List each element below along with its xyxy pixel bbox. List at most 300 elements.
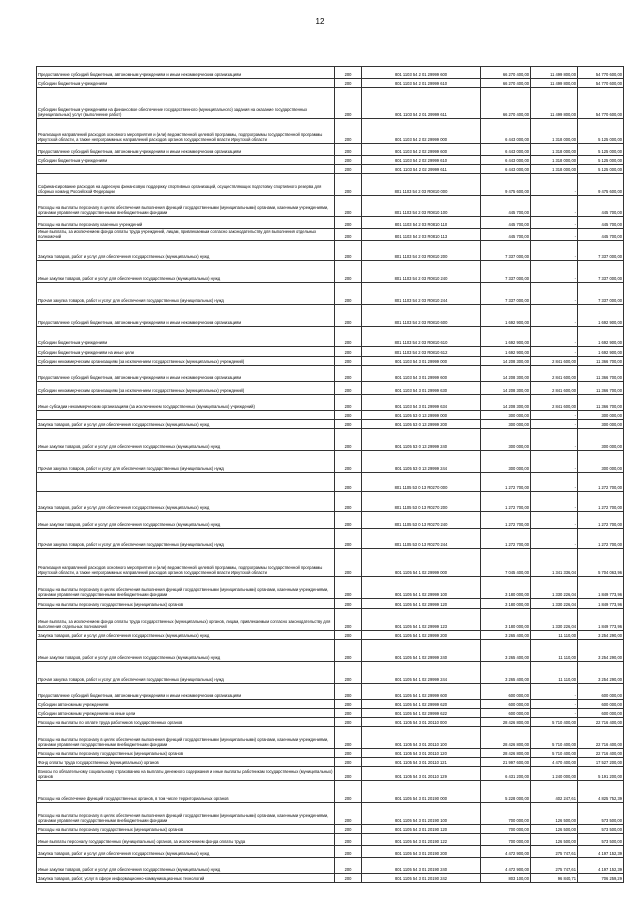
budget-classification-code-cell: 801 1103 54 2 01 29999 611 xyxy=(362,88,481,119)
unexecuted-amount-cell: 600 000,00 xyxy=(578,684,624,700)
approved-amount-cell: 300 000,00 xyxy=(481,420,531,429)
expense-name-cell: Закупка товаров, работ и услуг для обеспечения государственных (муниципальных) нужд xyxy=(37,420,335,429)
executed-amount-cell: 1 330 226,04 xyxy=(531,599,578,609)
expense-name-cell: Фонд оплаты труда государственных (муниципальных) органов xyxy=(37,758,335,767)
executed-amount-cell: - xyxy=(531,305,578,327)
admin-code-cell: 200 xyxy=(335,261,362,283)
admin-code-cell: 200 xyxy=(335,305,362,327)
unexecuted-amount-cell: 1 272 700,00 xyxy=(578,473,624,492)
approved-amount-cell: 3 180 000,00 xyxy=(481,609,531,631)
approved-amount-cell: 6 443 000,00 xyxy=(481,144,531,156)
executed-amount-cell: 11 499 800,00 xyxy=(531,79,578,88)
executed-amount-cell: 1 330 226,04 xyxy=(531,609,578,631)
executed-amount-cell: - xyxy=(531,283,578,305)
admin-code-cell: 200 xyxy=(335,803,362,825)
executed-amount-cell: 11 110,00 xyxy=(531,662,578,684)
budget-classification-code-cell: 801 1103 54 3 01 29999 000 xyxy=(362,357,481,366)
expense-name-cell: Расходы на выплаты персоналу в целях обеспечения выполнения функций государственными (муниципальными) органами, казенными учреждениями, органами управления государственными внебюджетными фондами xyxy=(37,803,335,825)
executed-amount-cell: 275 747,61 xyxy=(531,846,578,858)
expense-name-cell xyxy=(37,473,335,492)
table-row xyxy=(37,758,624,767)
budget-classification-code-cell: 801 1103 54 2 02 29999 600 xyxy=(362,144,481,156)
table-row xyxy=(37,874,624,883)
unexecuted-amount-cell: 11 366 700,00 xyxy=(578,357,624,366)
budget-classification-code-cell: 801 1105 54 3 01 20110 100 xyxy=(362,727,481,749)
executed-amount-cell: 126 500,00 xyxy=(531,825,578,834)
approved-amount-cell: 66 270 400,00 xyxy=(481,88,531,119)
approved-amount-cell: 300 000,00 xyxy=(481,429,531,451)
admin-code-cell: 200 xyxy=(335,229,362,241)
table-row xyxy=(37,858,624,874)
unexecuted-amount-cell: 3 254 290,00 xyxy=(578,640,624,662)
executed-amount-cell: - xyxy=(531,327,578,347)
unexecuted-amount-cell: 300 000,00 xyxy=(578,420,624,429)
expense-name-cell: Расходы на выплаты персоналу казенных учреждений xyxy=(37,217,335,229)
table-row xyxy=(37,79,624,88)
expense-name-cell: Субсидии бюджетным учреждениям xyxy=(37,156,335,165)
expense-name-cell: Предоставление субсидий бюджетным, автономным учреждениям и иным некоммерческим организациям xyxy=(37,144,335,156)
approved-amount-cell: 1 272 700,00 xyxy=(481,492,531,512)
budget-classification-code-cell: 801 1105 54 1 02 29999 100 xyxy=(362,577,481,599)
executed-amount-cell: 2 841 600,00 xyxy=(531,395,578,411)
executed-amount-cell: 1 318 000,00 xyxy=(531,119,578,144)
executed-amount-cell: - xyxy=(531,451,578,473)
page-number: 12 xyxy=(315,17,325,26)
approved-amount-cell: 445 700,00 xyxy=(481,217,531,229)
expense-name-cell: Закупка товаров, работ и услуг для обеспечения государственных (муниципальных) нужд xyxy=(37,846,335,858)
executed-amount-cell: - xyxy=(531,241,578,261)
budget-classification-code-cell: 801 1105 54 3 01 20190 000 xyxy=(362,781,481,803)
expense-name-cell: Иные выплаты, за исключением фонда оплаты труда учреждений, лицам, привлекаемым согласно законодательству для выполнения отдельных полномочий xyxy=(37,229,335,241)
admin-code-cell: 200 xyxy=(335,874,362,883)
table-row xyxy=(37,174,624,196)
expense-name-cell: Расходы на выплаты персоналу государственных (муниципальных) органов xyxy=(37,749,335,758)
admin-code-cell: 200 xyxy=(335,684,362,700)
expense-name-cell: Предоставление субсидий бюджетным, автономным учреждениям и иным некоммерческим организациям xyxy=(37,366,335,382)
expense-name-cell: Прочая закупка товаров, работ и услуг для обеспечения государственных (муниципальных) нужд xyxy=(37,529,335,549)
budget-classification-code-cell: 801 1103 54 2 03 R0810 100 xyxy=(362,196,481,217)
expense-name-cell: Закупка товаров, работ, услуг в сфере информационно-коммуникационных технологий xyxy=(37,874,335,883)
budget-classification-code-cell: 801 1103 54 2 02 29999 611 xyxy=(362,165,481,174)
table-row xyxy=(37,803,624,825)
approved-amount-cell: 21 997 600,00 xyxy=(481,758,531,767)
table-row xyxy=(37,366,624,382)
table-row xyxy=(37,217,624,229)
table-row xyxy=(37,327,624,347)
expense-name-cell: Иные закупки товаров, работ и услуг для обеспечения государственных (муниципальных) нужд xyxy=(37,512,335,529)
expense-name-cell: Иные закупки товаров, работ и услуг для обеспечения государственных (муниципальных) нужд xyxy=(37,261,335,283)
approved-amount-cell: 6 443 000,00 xyxy=(481,165,531,174)
admin-code-cell: 200 xyxy=(335,781,362,803)
approved-amount-cell: 3 265 400,00 xyxy=(481,640,531,662)
budget-classification-code-cell: 801 1105 54 3 01 20110 000 xyxy=(362,718,481,727)
executed-amount-cell: - xyxy=(531,411,578,420)
approved-amount-cell: 3 180 000,00 xyxy=(481,577,531,599)
table-body xyxy=(37,67,624,883)
table-row xyxy=(37,549,624,577)
executed-amount-cell: 5 710 400,00 xyxy=(531,727,578,749)
admin-code-cell: 200 xyxy=(335,67,362,79)
approved-amount-cell: 28 426 800,00 xyxy=(481,727,531,749)
budget-classification-code-cell: 801 1105 53 0 13 R0270 244 xyxy=(362,529,481,549)
table-row xyxy=(37,88,624,119)
unexecuted-amount-cell: 5 125 000,00 xyxy=(578,119,624,144)
admin-code-cell: 200 xyxy=(335,700,362,709)
expense-name-cell: Иные субсидии некоммерческим организациям (за исключением государственных (муниципальных) учреждений) xyxy=(37,395,335,411)
approved-amount-cell: 14 208 300,00 xyxy=(481,357,531,366)
table-row xyxy=(37,529,624,549)
unexecuted-amount-cell: 22 716 400,00 xyxy=(578,727,624,749)
executed-amount-cell: 11 499 800,00 xyxy=(531,67,578,79)
table-row xyxy=(37,420,624,429)
approved-amount-cell: 803 100,00 xyxy=(481,874,531,883)
approved-amount-cell: 300 000,00 xyxy=(481,451,531,473)
unexecuted-amount-cell: 54 770 600,00 xyxy=(578,67,624,79)
admin-code-cell: 200 xyxy=(335,727,362,749)
admin-code-cell: 200 xyxy=(335,357,362,366)
unexecuted-amount-cell: 1 692 900,00 xyxy=(578,327,624,347)
expense-name-cell: Расходы на выплаты персоналу государственных (муниципальных) органов xyxy=(37,825,335,834)
budget-classification-code-cell: 801 1105 54 3 01 20190 122 xyxy=(362,834,481,846)
admin-code-cell: 200 xyxy=(335,662,362,684)
approved-amount-cell: 66 270 400,00 xyxy=(481,79,531,88)
admin-code-cell: 200 xyxy=(335,79,362,88)
budget-classification-code-cell: 801 1103 54 2 03 R0810 240 xyxy=(362,261,481,283)
executed-amount-cell: - xyxy=(531,512,578,529)
approved-amount-cell: 9 475 600,00 xyxy=(481,174,531,196)
approved-amount-cell: 4 472 900,00 xyxy=(481,858,531,874)
budget-classification-code-cell: 801 1105 54 1 02 29999 200 xyxy=(362,631,481,640)
table-row xyxy=(37,709,624,718)
expense-name-cell: Субсидии некоммерческим организациям (за исключением государственных (муниципальных) учреждений) xyxy=(37,382,335,395)
unexecuted-amount-cell: 3 254 290,00 xyxy=(578,631,624,640)
admin-code-cell: 200 xyxy=(335,411,362,420)
executed-amount-cell: 2 841 600,00 xyxy=(531,366,578,382)
budget-classification-code-cell: 801 1105 54 1 02 29999 000 xyxy=(362,549,481,577)
approved-amount-cell: 5 228 000,00 xyxy=(481,781,531,803)
budget-classification-code-cell: 801 1105 53 0 13 29999 000 xyxy=(362,411,481,420)
table-row xyxy=(37,229,624,241)
expense-name-cell: Иные выплаты, за исключением фонда оплаты труда государственных (муниципальных) органов, лицам, привлекаемым согласно законодательству для выполнения отдельных полномочий xyxy=(37,609,335,631)
executed-amount-cell: - xyxy=(531,420,578,429)
budget-classification-code-cell: 801 1105 54 3 01 20110 121 xyxy=(362,758,481,767)
executed-amount-cell: 96 840,71 xyxy=(531,874,578,883)
executed-amount-cell: - xyxy=(531,429,578,451)
admin-code-cell: 200 xyxy=(335,217,362,229)
executed-amount-cell: - xyxy=(531,174,578,196)
table-row xyxy=(37,347,624,357)
table-row xyxy=(37,834,624,846)
approved-amount-cell: 600 000,00 xyxy=(481,684,531,700)
admin-code-cell: 200 xyxy=(335,846,362,858)
expense-name-cell xyxy=(37,411,335,420)
unexecuted-amount-cell: 1 272 700,00 xyxy=(578,512,624,529)
executed-amount-cell: 11 110,00 xyxy=(531,631,578,640)
budget-classification-code-cell: 801 1103 54 2 01 29999 600 xyxy=(362,67,481,79)
executed-amount-cell: 1 318 000,00 xyxy=(531,165,578,174)
executed-amount-cell: 2 841 600,00 xyxy=(531,382,578,395)
unexecuted-amount-cell: 5 191 200,00 xyxy=(578,767,624,781)
table-row xyxy=(37,382,624,395)
executed-amount-cell: 402 247,61 xyxy=(531,781,578,803)
unexecuted-amount-cell: 4 825 752,39 xyxy=(578,781,624,803)
executed-amount-cell: 5 710 400,00 xyxy=(531,749,578,758)
budget-classification-code-cell: 801 1105 54 1 02 29999 622 xyxy=(362,709,481,718)
budget-classification-code-cell: 801 1105 54 3 01 20190 100 xyxy=(362,803,481,825)
admin-code-cell: 200 xyxy=(335,549,362,577)
table-row xyxy=(37,846,624,858)
executed-amount-cell: 5 710 400,00 xyxy=(531,718,578,727)
budget-classification-code-cell: 801 1103 54 2 03 R0810 000 xyxy=(362,174,481,196)
budget-execution-table xyxy=(36,66,624,883)
executed-amount-cell: - xyxy=(531,229,578,241)
approved-amount-cell: 300 000,00 xyxy=(481,411,531,420)
unexecuted-amount-cell: 1 849 773,96 xyxy=(578,609,624,631)
admin-code-cell: 200 xyxy=(335,825,362,834)
admin-code-cell: 200 xyxy=(335,718,362,727)
executed-amount-cell: 126 500,00 xyxy=(531,834,578,846)
budget-classification-code-cell: 801 1105 53 0 13 29999 240 xyxy=(362,429,481,451)
unexecuted-amount-cell: 445 700,00 xyxy=(578,196,624,217)
executed-amount-cell: 2 841 600,00 xyxy=(531,357,578,366)
expense-name-cell: Расходы на выплаты персоналу в целях обеспечения выполнения функций государственными (муниципальными) органами, казенными учреждениями, органами управления государственными внебюджетными фондами xyxy=(37,727,335,749)
expense-name-cell: Предоставление субсидий бюджетным, автономным учреждениям и иным некоммерческим организациям xyxy=(37,684,335,700)
admin-code-cell: 200 xyxy=(335,758,362,767)
budget-classification-code-cell: 801 1103 54 2 01 29999 610 xyxy=(362,79,481,88)
budget-classification-code-cell: 801 1105 54 1 02 29999 123 xyxy=(362,609,481,631)
expense-name-cell: Взносы по обязательному социальному страхованию на выплаты денежного содержания и иные выплаты работникам государственных (муниципальных) органов xyxy=(37,767,335,781)
expense-name-cell: Прочая закупка товаров, работ и услуг для обеспечения государственных (муниципальных) нужд xyxy=(37,451,335,473)
unexecuted-amount-cell: 22 716 400,00 xyxy=(578,718,624,727)
approved-amount-cell: 700 000,00 xyxy=(481,834,531,846)
executed-amount-cell: - xyxy=(531,700,578,709)
expense-name-cell: Прочая закупка товаров, работ и услуг для обеспечения государственных (муниципальных) нужд xyxy=(37,283,335,305)
unexecuted-amount-cell: 11 366 700,00 xyxy=(578,395,624,411)
unexecuted-amount-cell: 3 254 290,00 xyxy=(578,662,624,684)
table-row xyxy=(37,119,624,144)
unexecuted-amount-cell: 573 500,00 xyxy=(578,825,624,834)
unexecuted-amount-cell: 7 337 000,00 xyxy=(578,241,624,261)
approved-amount-cell: 6 431 200,00 xyxy=(481,767,531,781)
approved-amount-cell: 14 208 300,00 xyxy=(481,366,531,382)
approved-amount-cell: 7 337 000,00 xyxy=(481,261,531,283)
admin-code-cell: 200 xyxy=(335,473,362,492)
unexecuted-amount-cell: 600 000,00 xyxy=(578,700,624,709)
approved-amount-cell: 600 000,00 xyxy=(481,700,531,709)
table-row xyxy=(37,749,624,758)
unexecuted-amount-cell: 54 770 600,00 xyxy=(578,88,624,119)
expense-name-cell: Иные закупки товаров, работ и услуг для обеспечения государственных (муниципальных) нужд xyxy=(37,858,335,874)
table-row xyxy=(37,577,624,599)
expense-name-cell: Субсидии бюджетным учреждениям xyxy=(37,79,335,88)
expense-name-cell: Прочая закупка товаров, работ и услуг для обеспечения государственных (муниципальных) нужд xyxy=(37,662,335,684)
executed-amount-cell: - xyxy=(531,473,578,492)
unexecuted-amount-cell: 445 700,00 xyxy=(578,217,624,229)
approved-amount-cell: 28 426 800,00 xyxy=(481,749,531,758)
approved-amount-cell: 700 000,00 xyxy=(481,825,531,834)
admin-code-cell: 200 xyxy=(335,395,362,411)
budget-classification-code-cell: 801 1103 54 2 03 R0810 110 xyxy=(362,217,481,229)
approved-amount-cell: 3 265 400,00 xyxy=(481,662,531,684)
budget-classification-code-cell: 801 1105 54 3 01 20190 240 xyxy=(362,858,481,874)
admin-code-cell: 200 xyxy=(335,749,362,758)
budget-classification-code-cell: 801 1103 54 2 03 R0810 610 xyxy=(362,327,481,347)
executed-amount-cell: - xyxy=(531,347,578,357)
approved-amount-cell: 14 208 300,00 xyxy=(481,382,531,395)
unexecuted-amount-cell: 5 125 000,00 xyxy=(578,165,624,174)
approved-amount-cell: 1 692 900,00 xyxy=(481,327,531,347)
table-row xyxy=(37,196,624,217)
expense-name-cell: Иные закупки товаров, работ и услуг для обеспечения государственных (муниципальных) нужд xyxy=(37,640,335,662)
admin-code-cell: 200 xyxy=(335,327,362,347)
table-row xyxy=(37,473,624,492)
expense-name-cell: Иные выплаты персоналу государственных (муниципальных) органов, за исключением фонда оплаты труда xyxy=(37,834,335,846)
approved-amount-cell: 6 443 000,00 xyxy=(481,119,531,144)
table-row xyxy=(37,283,624,305)
table-row xyxy=(37,609,624,631)
table-row xyxy=(37,631,624,640)
admin-code-cell: 200 xyxy=(335,631,362,640)
budget-classification-code-cell: 801 1103 54 3 01 29999 630 xyxy=(362,382,481,395)
unexecuted-amount-cell: 1 849 773,96 xyxy=(578,599,624,609)
admin-code-cell: 200 xyxy=(335,492,362,512)
expense-name-cell: Предоставление субсидий бюджетным, автономным учреждениям и иным некоммерческим организациям xyxy=(37,67,335,79)
unexecuted-amount-cell: 1 692 900,00 xyxy=(578,305,624,327)
unexecuted-amount-cell: 17 527 200,00 xyxy=(578,758,624,767)
admin-code-cell: 200 xyxy=(335,366,362,382)
table-row xyxy=(37,662,624,684)
expense-name-cell: Закупка товаров, работ и услуг для обеспечения государственных (муниципальных) нужд xyxy=(37,492,335,512)
executed-amount-cell: 1 318 000,00 xyxy=(531,156,578,165)
admin-code-cell: 200 xyxy=(335,599,362,609)
budget-classification-code-cell: 801 1103 54 2 02 29999 610 xyxy=(362,156,481,165)
admin-code-cell: 200 xyxy=(335,347,362,357)
expense-name-cell: Субсидии автономным учреждениям xyxy=(37,700,335,709)
approved-amount-cell: 6 443 000,00 xyxy=(481,156,531,165)
approved-amount-cell: 1 692 900,00 xyxy=(481,305,531,327)
admin-code-cell: 200 xyxy=(335,640,362,662)
approved-amount-cell: 66 270 400,00 xyxy=(481,67,531,79)
admin-code-cell: 200 xyxy=(335,858,362,874)
table-row xyxy=(37,451,624,473)
unexecuted-amount-cell: 4 197 152,39 xyxy=(578,846,624,858)
expense-name-cell: Расходы на выплаты персоналу в целях обеспечения выполнения функций государственными (муниципальными) органами, казенными учреждениями, органами управления государственными внебюджетными фондами xyxy=(37,577,335,599)
budget-classification-code-cell: 801 1105 54 1 02 29999 120 xyxy=(362,599,481,609)
approved-amount-cell: 600 000,00 xyxy=(481,709,531,718)
approved-amount-cell: 1 272 700,00 xyxy=(481,529,531,549)
admin-code-cell: 200 xyxy=(335,577,362,599)
unexecuted-amount-cell: 1 692 900,00 xyxy=(578,347,624,357)
approved-amount-cell: 1 272 700,00 xyxy=(481,473,531,492)
expense-name-cell: Реализация направлений расходов основного мероприятия и (или) ведомственной целевой программы, подпрограммы государственной программы Иркутской области, а также непрограммных направлений расходов органов государственной власти Иркутской области xyxy=(37,119,335,144)
unexecuted-amount-cell: 7 337 000,00 xyxy=(578,283,624,305)
table-row xyxy=(37,512,624,529)
budget-classification-code-cell: 801 1105 54 3 01 20190 200 xyxy=(362,846,481,858)
approved-amount-cell: 445 700,00 xyxy=(481,229,531,241)
table-row xyxy=(37,156,624,165)
expense-name-cell: Расходы на выплаты персоналу государственных (муниципальных) органов xyxy=(37,599,335,609)
admin-code-cell: 200 xyxy=(335,156,362,165)
budget-classification-code-cell: 801 1105 53 0 13 29999 244 xyxy=(362,451,481,473)
expense-name-cell: Расходы на обеспечение функций государственных органов, в том числе территориальных органов xyxy=(37,781,335,803)
executed-amount-cell: 275 747,61 xyxy=(531,858,578,874)
unexecuted-amount-cell: 54 770 600,00 xyxy=(578,79,624,88)
expense-name-cell: Реализация направлений расходов основного мероприятия и (или) ведомственной целевой программы, подпрограммы государственной программы Иркутской области, а также непрограммных направлений расходов органов государственной власти Иркутской области xyxy=(37,549,335,577)
admin-code-cell: 200 xyxy=(335,709,362,718)
approved-amount-cell: 28 426 800,00 xyxy=(481,718,531,727)
admin-code-cell: 200 xyxy=(335,196,362,217)
budget-classification-code-cell: 801 1105 54 1 02 29999 244 xyxy=(362,662,481,684)
executed-amount-cell: - xyxy=(531,529,578,549)
admin-code-cell: 200 xyxy=(335,88,362,119)
budget-classification-code-cell: 801 1103 54 2 03 R0810 612 xyxy=(362,347,481,357)
approved-amount-cell: 7 045 400,00 xyxy=(481,549,531,577)
budget-classification-code-cell: 801 1105 54 1 02 29999 600 xyxy=(362,684,481,700)
unexecuted-amount-cell: 5 125 000,00 xyxy=(578,144,624,156)
table-row xyxy=(37,492,624,512)
admin-code-cell: 200 xyxy=(335,241,362,261)
table-row xyxy=(37,241,624,261)
unexecuted-amount-cell: 1 272 700,00 xyxy=(578,492,624,512)
budget-classification-code-cell: 801 1105 53 0 13 29999 200 xyxy=(362,420,481,429)
table-row xyxy=(37,429,624,451)
approved-amount-cell: 3 180 000,00 xyxy=(481,599,531,609)
executed-amount-cell: - xyxy=(531,709,578,718)
admin-code-cell: 200 xyxy=(335,767,362,781)
executed-amount-cell: 1 341 336,04 xyxy=(531,549,578,577)
unexecuted-amount-cell: 1 272 700,00 xyxy=(578,529,624,549)
admin-code-cell: 200 xyxy=(335,165,362,174)
admin-code-cell: 200 xyxy=(335,512,362,529)
budget-classification-code-cell: 801 1105 53 0 13 R0270 240 xyxy=(362,512,481,529)
expense-name-cell: Закупка товаров, работ и услуг для обеспечения государственных (муниципальных) нужд xyxy=(37,631,335,640)
table-row xyxy=(37,261,624,283)
unexecuted-amount-cell: 9 475 600,00 xyxy=(578,174,624,196)
unexecuted-amount-cell: 7 337 000,00 xyxy=(578,261,624,283)
admin-code-cell: 200 xyxy=(335,609,362,631)
table-row xyxy=(37,825,624,834)
table-row xyxy=(37,781,624,803)
approved-amount-cell: 445 700,00 xyxy=(481,196,531,217)
admin-code-cell: 200 xyxy=(335,144,362,156)
budget-classification-code-cell: 801 1105 53 0 13 R0270 200 xyxy=(362,492,481,512)
approved-amount-cell: 1 692 900,00 xyxy=(481,347,531,357)
executed-amount-cell: - xyxy=(531,492,578,512)
expense-name-cell: Иные закупки товаров, работ и услуг для обеспечения государственных (муниципальных) нужд xyxy=(37,429,335,451)
expense-name-cell: Софинансирование расходов на адресную финансовую поддержку спортивных организаций, осуществляющих подготовку спортивного резерва для сборных команд Российской Федерации xyxy=(37,174,335,196)
unexecuted-amount-cell: 5 704 063,96 xyxy=(578,549,624,577)
table-row xyxy=(37,395,624,411)
executed-amount-cell: 1 318 000,00 xyxy=(531,144,578,156)
executed-amount-cell: - xyxy=(531,217,578,229)
table-row xyxy=(37,684,624,700)
unexecuted-amount-cell: 445 700,00 xyxy=(578,229,624,241)
expense-name-cell xyxy=(37,165,335,174)
approved-amount-cell: 7 337 000,00 xyxy=(481,283,531,305)
budget-classification-code-cell: 801 1105 54 1 02 29999 620 xyxy=(362,700,481,709)
executed-amount-cell: 11 499 800,00 xyxy=(531,88,578,119)
approved-amount-cell: 4 472 900,00 xyxy=(481,846,531,858)
unexecuted-amount-cell: 22 716 400,00 xyxy=(578,749,624,758)
budget-classification-code-cell: 801 1105 54 3 01 20190 120 xyxy=(362,825,481,834)
approved-amount-cell: 7 337 000,00 xyxy=(481,241,531,261)
admin-code-cell: 200 xyxy=(335,451,362,473)
admin-code-cell: 200 xyxy=(335,834,362,846)
admin-code-cell: 200 xyxy=(335,529,362,549)
executed-amount-cell: 4 470 400,00 xyxy=(531,758,578,767)
executed-amount-cell: 1 330 226,04 xyxy=(531,577,578,599)
approved-amount-cell: 14 208 300,00 xyxy=(481,395,531,411)
